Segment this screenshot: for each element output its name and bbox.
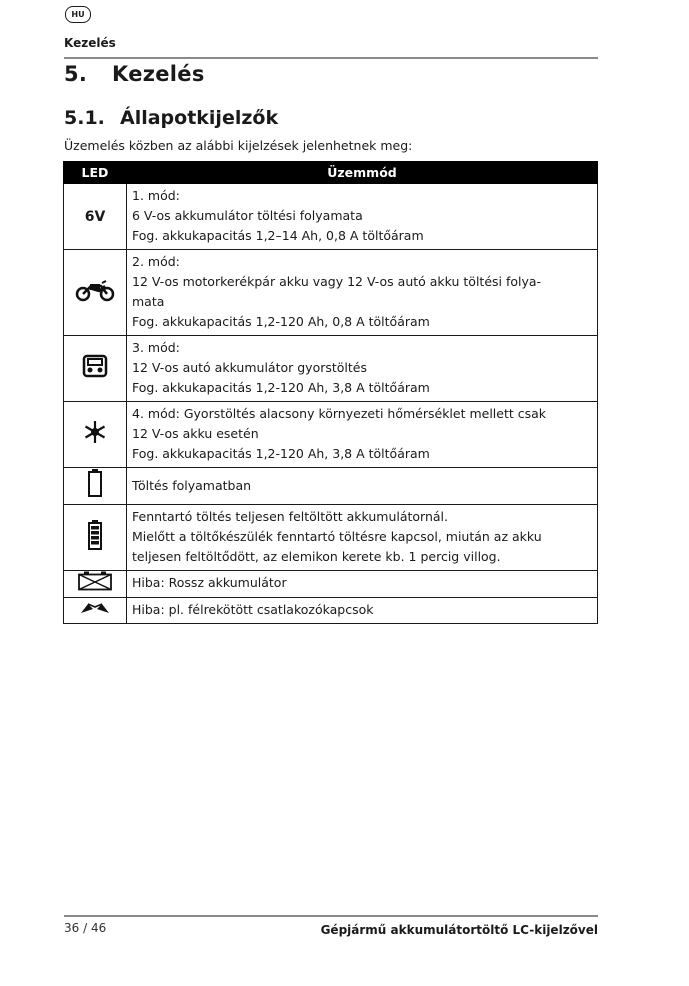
led-cell xyxy=(64,336,127,402)
mode-line: Hiba: Rossz akkumulátor xyxy=(132,575,287,590)
table-row xyxy=(64,184,598,250)
mode-line: 4. mód: Gyorstöltés alacsony környezeti hőmérséklet mellett csak xyxy=(132,406,547,421)
subsection-title: Állapotkijelzők xyxy=(120,107,279,129)
battery-crossed-icon xyxy=(78,571,112,591)
table-row xyxy=(64,505,598,571)
mode-line: 2. mód: xyxy=(132,254,180,269)
header-mode: Üzemmód xyxy=(127,162,598,184)
led-cell xyxy=(64,598,127,624)
table-header-row xyxy=(64,162,598,184)
mode-cell xyxy=(127,336,598,402)
page-number: 36 / 46 xyxy=(64,921,107,935)
mode-line: 12 V-os akku esetén xyxy=(132,426,259,441)
mode-cell xyxy=(127,598,598,624)
battery-empty-icon xyxy=(87,468,103,498)
table-row xyxy=(64,336,598,402)
mode-line: mata xyxy=(132,294,165,309)
table-row xyxy=(64,250,598,336)
led-cell xyxy=(64,250,127,336)
mode-line: Mielőtt a töltőkészülék fenntartó töltésre kapcsol, miután az akku xyxy=(132,529,542,544)
footer-title: Gépjármű akkumulátortöltő LC-kijelzővel xyxy=(320,923,598,937)
mode-line: teljesen feltöltődött, az elemikon kerete kb. 1 percig villog. xyxy=(132,549,501,564)
table-row xyxy=(64,468,598,505)
battery-full-icon xyxy=(87,519,103,551)
mode-cell xyxy=(127,184,598,250)
motorcycle-icon xyxy=(75,278,115,302)
language-badge: HU xyxy=(65,6,91,23)
intro-text: Üzemelés közben az alábbi kijelzések jelenhetnek meg: xyxy=(64,138,413,153)
mode-line: 12 V-os motorkerékpár akku vagy 12 V-os autó akku töltési folya- xyxy=(132,274,542,289)
table-row xyxy=(64,598,598,624)
led-cell xyxy=(64,468,127,505)
led-cell xyxy=(64,571,127,598)
section-heading xyxy=(64,62,205,86)
subsection-heading xyxy=(64,107,278,129)
snowflake-icon xyxy=(83,420,107,444)
led-cell xyxy=(64,402,127,468)
mode-cell xyxy=(127,250,598,336)
mode-line: Fog. akkukapacitás 1,2-120 Ah, 0,8 A töltőáram xyxy=(132,314,430,329)
mode-line: 6 V-os akkumulátor töltési folyamata xyxy=(132,208,363,223)
table-row xyxy=(64,402,598,468)
led-cell xyxy=(64,184,127,250)
section-title: Kezelés xyxy=(112,62,205,86)
section-number: 5. xyxy=(64,62,88,86)
status-table xyxy=(63,161,598,624)
mode-line: Hiba: pl. félrekötött csatlakozókapcsok xyxy=(132,602,374,617)
mode-cell xyxy=(127,402,598,468)
footer-rule xyxy=(64,915,598,917)
mode-line: Fog. akkukapacitás 1,2–14 Ah, 0,8 A töltőáram xyxy=(132,228,424,243)
mode-line: Fenntartó töltés teljesen feltöltött akkumulátornál. xyxy=(132,509,449,524)
table-row xyxy=(64,571,598,598)
mode-cell xyxy=(127,505,598,571)
car-icon xyxy=(82,353,108,379)
mode-line: 3. mód: xyxy=(132,340,180,355)
subsection-number: 5.1. xyxy=(64,107,105,129)
6v-text-icon: 6V xyxy=(84,208,106,225)
clamps-icon xyxy=(79,601,111,615)
header-led: LED xyxy=(64,162,127,184)
mode-line: Töltés folyamatban xyxy=(132,477,252,493)
led-cell xyxy=(64,505,127,571)
mode-line: Fog. akkukapacitás 1,2-120 Ah, 3,8 A töltőáram xyxy=(132,380,430,395)
mode-line: 12 V-os autó akkumulátor gyorstöltés xyxy=(132,360,368,375)
running-head: Kezelés xyxy=(64,36,116,50)
mode-line: Fog. akkukapacitás 1,2-120 Ah, 3,8 A töltőáram xyxy=(132,446,430,461)
header-rule xyxy=(64,57,598,59)
mode-cell xyxy=(127,468,598,505)
mode-cell xyxy=(127,571,598,598)
mode-line: 1. mód: xyxy=(132,188,180,203)
